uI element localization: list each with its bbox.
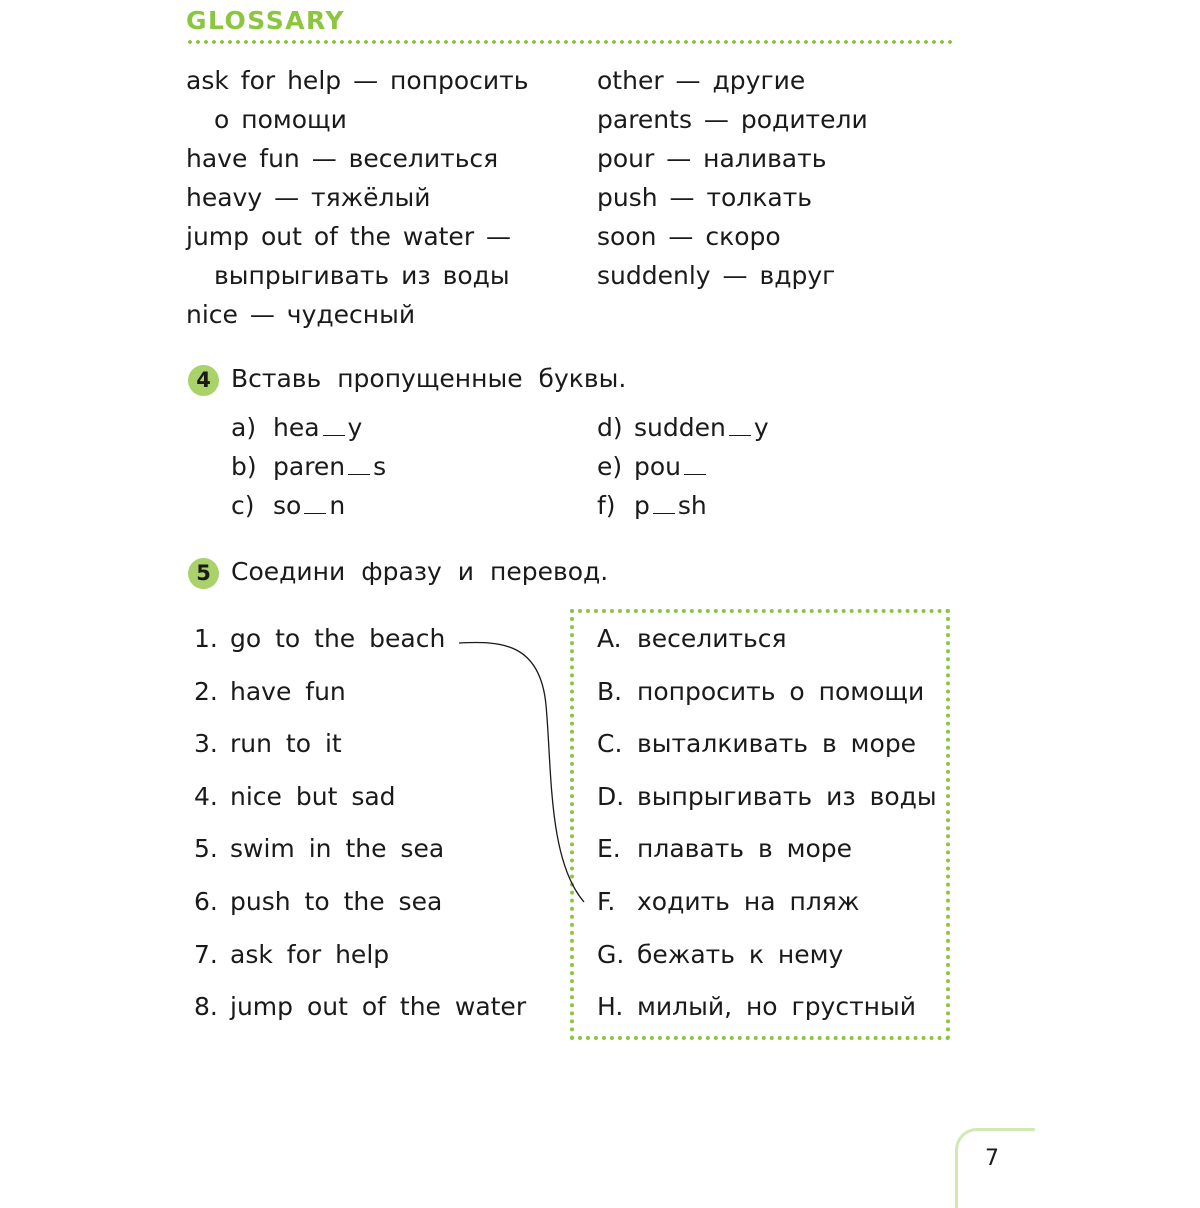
phrase-number: 8. — [194, 992, 218, 1022]
translation-letter: D. — [597, 781, 625, 811]
phrase-text: nice but sad — [230, 781, 396, 811]
phrase-text: go to the beach — [230, 624, 446, 653]
word-start: sudden — [634, 413, 726, 442]
translation-letter: A. — [597, 624, 622, 653]
phrase-text: swim in the sea — [230, 834, 445, 864]
translation-letter: E. — [597, 834, 621, 864]
word-start: p — [634, 491, 650, 520]
task-5-number-badge: 5 — [188, 558, 219, 589]
glossary-entry: jump out of the water — — [186, 222, 512, 251]
phrase-number: 1. — [194, 624, 218, 653]
phrase-text: push to the sea — [230, 886, 443, 916]
translation-letter: C. — [597, 729, 623, 759]
translation-text: милый, но грустный — [637, 992, 916, 1022]
glossary-entry: ask for help — попросить — [186, 66, 529, 95]
task-5-title: Соедини фразу и перевод. — [231, 557, 609, 586]
translation-text: ходить на пляж — [637, 886, 860, 916]
phrase-text: ask for help — [230, 939, 390, 969]
word-end: n — [329, 491, 346, 520]
translation-text: плавать в море — [637, 834, 853, 864]
phrase-number: 3. — [194, 729, 218, 759]
word-end: sh — [677, 491, 707, 520]
word-end: s — [373, 452, 387, 481]
glossary-entry: push — толкать — [597, 183, 813, 212]
glossary-entry: nice — чудесный — [186, 300, 416, 329]
item-letter: f) — [597, 491, 616, 520]
word-start: pou — [634, 452, 682, 481]
item-letter: a) — [231, 413, 257, 442]
glossary-entry: выпрыгивать из воды — [214, 261, 510, 290]
glossary-entry: о помощи — [214, 105, 347, 134]
translation-letter: H. — [597, 992, 624, 1022]
phrase-text: run to it — [230, 729, 342, 759]
phrase-number: 6. — [194, 886, 218, 916]
word-start: hea — [273, 413, 320, 442]
phrase-number: 7. — [194, 939, 218, 969]
translation-text: выпрыгивать из воды — [637, 781, 937, 811]
item-letter: c) — [231, 491, 255, 520]
glossary-entry: parents — родители — [597, 105, 868, 134]
translation-text: веселиться — [637, 624, 787, 653]
glossary-entry: have fun — веселиться — [186, 144, 499, 173]
item-letter: d) — [597, 413, 623, 442]
translation-text: выталкивать в море — [637, 729, 917, 759]
translation-letter: F. — [597, 886, 616, 916]
translation-text: бежать к нему — [637, 939, 844, 969]
word-start: paren — [273, 452, 346, 481]
glossary-entry: suddenly — вдруг — [597, 261, 836, 290]
glossary-entry: other — другие — [597, 66, 806, 95]
phrase-number: 5. — [194, 834, 218, 864]
phrase-number: 2. — [194, 676, 218, 706]
phrase-text: jump out of the water — [230, 992, 527, 1022]
glossary-entry: heavy — тяжёлый — [186, 183, 431, 212]
word-end: y — [753, 413, 769, 442]
translation-letter: G. — [597, 939, 625, 969]
phrase-number: 4. — [194, 781, 218, 811]
example-connector-line — [459, 642, 584, 902]
word-start: so — [273, 491, 302, 520]
task-4-number-badge: 4 — [188, 365, 219, 396]
word-end: y — [347, 413, 363, 442]
glossary-entry: soon — скоро — [597, 222, 781, 251]
page-number: 7 — [985, 1146, 999, 1171]
item-letter: b) — [231, 452, 257, 481]
translation-letter: B. — [597, 676, 623, 706]
item-letter: e) — [597, 452, 623, 481]
glossary-heading: GLOSSARY — [186, 6, 346, 35]
phrase-text: have fun — [230, 676, 346, 706]
glossary-entry: pour — наливать — [597, 144, 827, 173]
translation-text: попросить о помощи — [637, 676, 925, 706]
task-4-title: Вставь пропущенные буквы. — [231, 364, 627, 393]
